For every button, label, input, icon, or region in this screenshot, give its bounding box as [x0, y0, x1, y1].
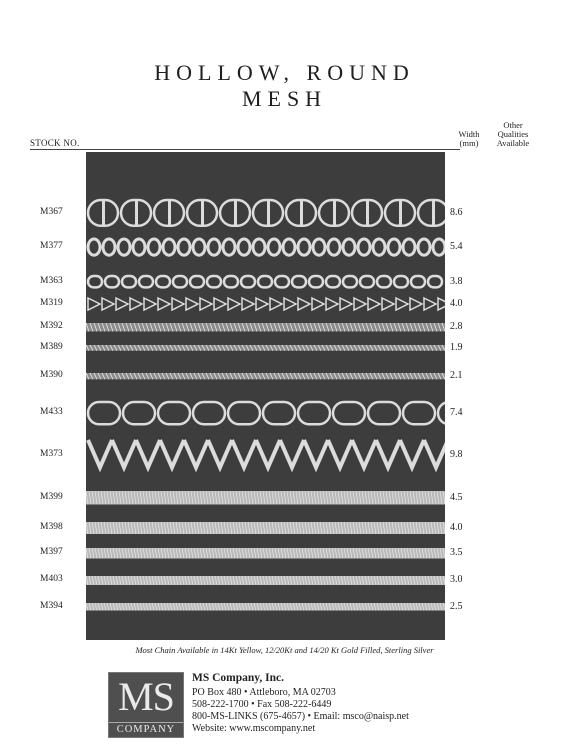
- chain-m392: [86, 320, 445, 334]
- chain-m367: [86, 197, 445, 229]
- width-m398: 4.0: [450, 522, 463, 533]
- availability-caption: Most Chain Available in 14Kt Yellow, 12/20Kt and 14/20 Kt Gold Filled, Sterling Silver: [135, 645, 434, 655]
- width-m319: 4.0: [450, 298, 463, 309]
- width-column-header: [452, 130, 486, 148]
- chain-m397: [86, 545, 445, 562]
- company-website: Website: www.mscompany.net: [192, 723, 316, 734]
- stock-number-header: STOCK NO.: [30, 138, 460, 150]
- chain-photo: [86, 152, 445, 640]
- stock-number-m377: M377: [40, 241, 63, 251]
- page-title-line1: HOLLOW, ROUND: [154, 60, 415, 85]
- width-m433: 7.4: [450, 407, 463, 418]
- stock-number-m392: M392: [40, 321, 63, 331]
- stock-number-m319: M319: [40, 298, 63, 308]
- stock-number-m367: M367: [40, 207, 63, 217]
- width-header-line: Width: [458, 129, 480, 139]
- page-title-line2: MESH: [241, 86, 328, 111]
- chain-m377: [86, 236, 445, 258]
- width-m367: 8.6: [450, 207, 463, 218]
- stock-number-m363: M363: [40, 276, 63, 286]
- width-header-unit: (mm): [459, 138, 479, 148]
- width-m397: 3.5: [450, 547, 463, 558]
- width-m389: 1.9: [450, 342, 463, 353]
- chain-m363: [86, 273, 445, 290]
- logo-ms-text: MS: [118, 674, 174, 719]
- width-m373: 9.8: [450, 449, 463, 460]
- chain-m394: [86, 600, 445, 614]
- width-m392: 2.8: [450, 321, 463, 332]
- company-address: PO Box 480 • Attleboro, MA 02703: [192, 687, 336, 698]
- width-m403: 3.0: [450, 574, 463, 585]
- chain-m390: [86, 370, 445, 382]
- chain-m433: [86, 399, 445, 427]
- stock-number-m403: M403: [40, 574, 63, 584]
- other-header-line2: Qualities: [497, 129, 529, 139]
- stock-number-m394: M394: [40, 601, 63, 611]
- width-m390: 2.1: [450, 370, 463, 381]
- stock-number-m399: M399: [40, 492, 63, 502]
- stock-number-m397: M397: [40, 547, 63, 557]
- stock-number-m389: M389: [40, 342, 63, 352]
- chain-m399: [86, 488, 445, 508]
- chain-m373: [86, 437, 445, 472]
- chain-m398: [86, 519, 445, 537]
- company-logo: [108, 672, 184, 738]
- width-m394: 2.5: [450, 601, 463, 612]
- stock-number-m390: M390: [40, 370, 63, 380]
- chain-m319: [86, 295, 445, 313]
- width-m363: 3.8: [450, 276, 463, 287]
- width-m399: 4.5: [450, 492, 463, 503]
- width-m377: 5.4: [450, 241, 463, 252]
- chain-m403: [86, 573, 445, 588]
- stock-number-m433: M433: [40, 407, 63, 417]
- logo-company-text: COMPANY: [109, 722, 183, 735]
- other-header-line3: Available: [496, 138, 530, 148]
- chain-m389: [86, 342, 445, 354]
- company-phone: 508-222-1700 • Fax 508-222-6449: [192, 699, 332, 710]
- other-qualities-header: [490, 121, 536, 148]
- stock-number-m398: M398: [40, 522, 63, 532]
- stock-number-m373: M373: [40, 449, 63, 459]
- company-tollfree-email: 800-MS-LINKS (675-4657) • Email: msco@naisp.net: [192, 711, 409, 722]
- company-name: MS Company, Inc.: [192, 672, 285, 684]
- other-header-line1: Other: [503, 120, 523, 130]
